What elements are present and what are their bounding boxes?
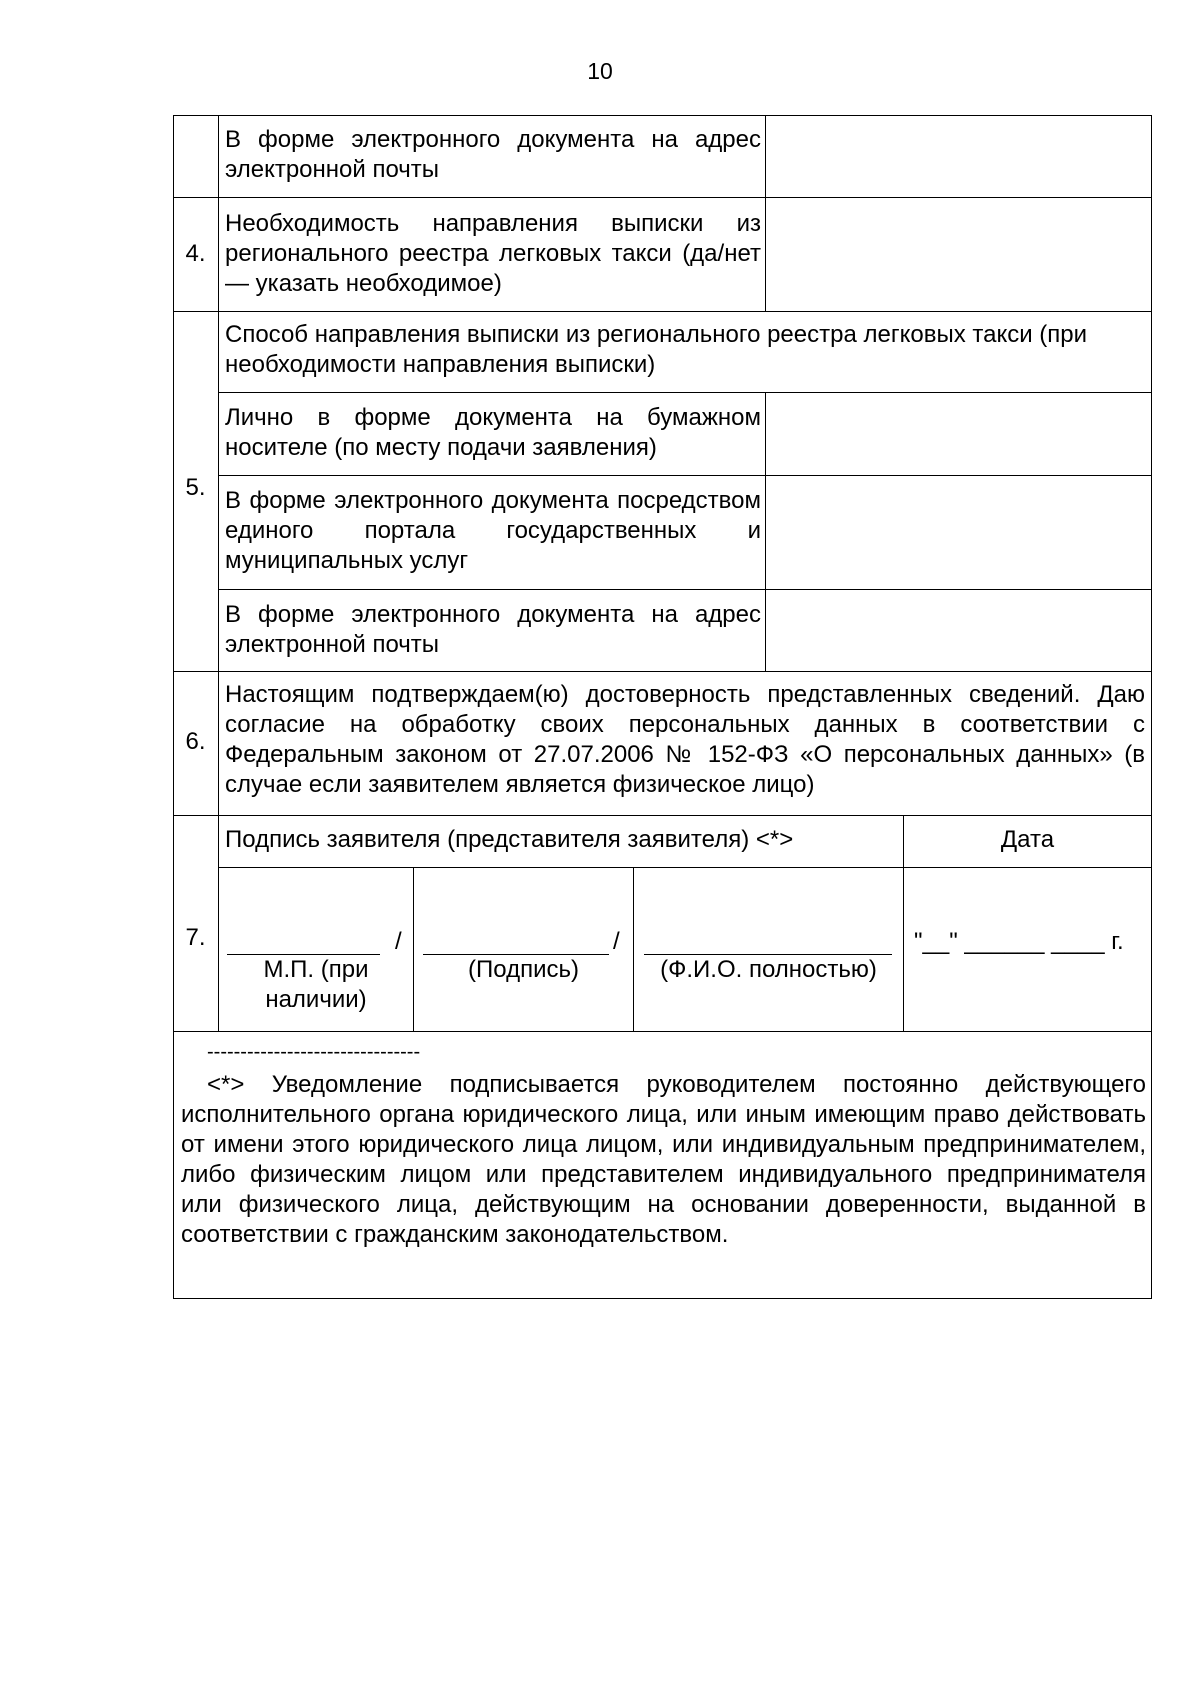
table-border-left — [173, 115, 174, 1299]
signature-label: (Подпись) — [468, 956, 579, 983]
row-divider — [218, 392, 1152, 393]
delivery-option-email-text: В форме электронного документа на адрес электронной почты — [225, 126, 761, 183]
row-divider — [218, 589, 1152, 590]
page-number: 10 — [587, 58, 613, 84]
column-divider — [413, 867, 414, 1031]
column-divider — [218, 115, 219, 1031]
full-name-label: (Ф.И.О. полностью) — [660, 956, 877, 983]
footnote-text: <*> Уведомление подписывается руководителем постоянно действующего исполнительного органа юридического лица, или иным имеющим право действовать от имени этого юридического лица лицом, или индивидуальным предпринимателем, либо физическим лицом или представителем индивидуального предпринимателя или физического лица, действующим на основании доверенности, выданной в соответствии с гражданским законодательством. — [181, 1071, 1146, 1248]
row-divider — [173, 197, 1152, 198]
row-divider — [173, 311, 1152, 312]
date-field: "__" ______ ____ г. — [914, 928, 1124, 955]
row-divider — [173, 815, 1152, 816]
row-divider — [173, 671, 1152, 672]
row-number: 7. — [185, 924, 206, 951]
delivery-option-paper: Лично в форме документа на бумажном носителе (по месту подачи заявления) — [225, 404, 761, 461]
consent-statement: Настоящим подтверждаем(ю) достоверность представленных сведений. Даю согласие на обработку своих персональных данных в соответствии с Федеральным законом от 27.07.2006 № 152-ФЗ «О персональных данных» (в случае если заявителем является физическое лицо) — [225, 681, 1145, 798]
date-header: Дата — [1000, 826, 1055, 853]
column-divider — [765, 115, 766, 311]
table-border-bottom — [173, 1298, 1152, 1299]
stamp-label: М.П. (при наличии) — [263, 956, 369, 1013]
table-border-right — [1151, 115, 1152, 1299]
delivery-option-email: В форме электронного документа на адрес электронной почты — [225, 601, 761, 658]
row-divider — [218, 475, 1152, 476]
slash-separator: / — [613, 928, 620, 955]
delivery-method-header: Способ направления выписки из регионального реестра легковых такси (при необходимости направления выписки) — [225, 321, 1088, 378]
row-divider — [173, 1031, 1152, 1032]
table-border-top — [173, 115, 1152, 116]
row-number: 5. — [185, 474, 206, 501]
column-divider — [633, 867, 634, 1031]
row-number: 4. — [185, 240, 206, 267]
column-divider — [765, 392, 766, 671]
slash-separator: / — [395, 928, 402, 955]
extract-needed-question: Необходимость направления выписки из регионального реестра легковых такси (да/нет — указать необходимое) — [225, 210, 761, 297]
delivery-option-portal: В форме электронного документа посредством единого портала государственных и муниципальных услуг — [225, 487, 761, 574]
application-form-table — [173, 115, 1152, 1299]
signature-header: Подпись заявителя (представителя заявителя) <*> — [225, 826, 794, 853]
row-number: 6. — [185, 728, 206, 755]
row-divider — [218, 867, 1152, 868]
footnote-separator: -------------------------------- — [207, 1041, 421, 1063]
